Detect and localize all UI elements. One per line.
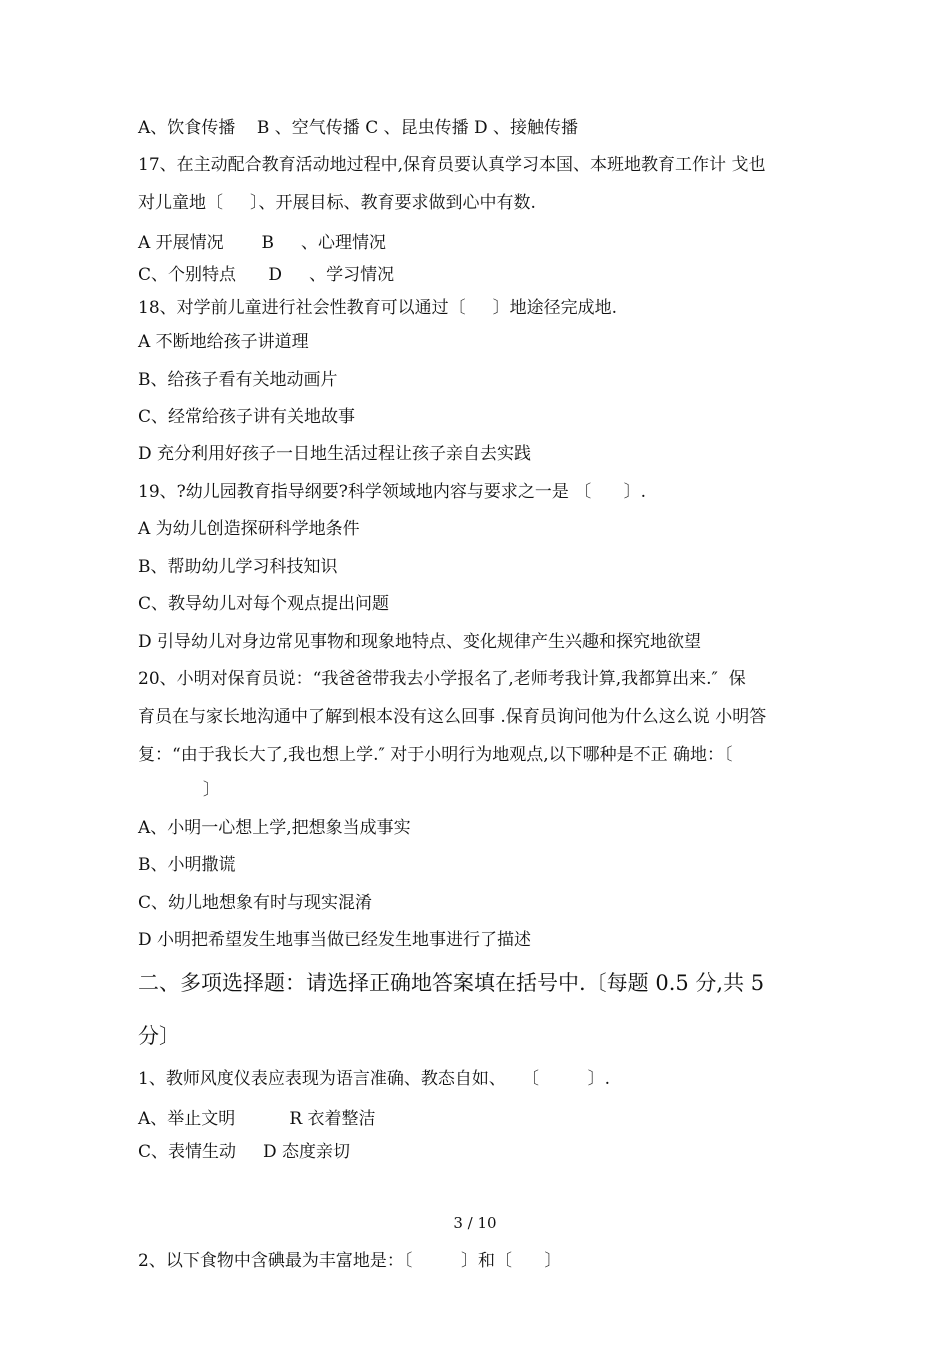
multi-question-2: 2、以下食物中含碘最为丰富地是：〔 〕和〔 〕 bbox=[138, 1251, 562, 1271]
option-line-16: A、饮食传播 B 、空气传播 C 、昆虫传播 D 、接触传播 bbox=[138, 118, 579, 138]
question-20-bracket: 〕 bbox=[138, 780, 220, 800]
option-18-b: B、给孩子看有关地动画片 bbox=[138, 370, 338, 390]
multi-option-1-ab: A、举止文明 R 衣着整洁 bbox=[138, 1109, 376, 1129]
question-19: 19、?幼儿园教育指导纲要?科学领域地内容与要求之一是 〔 〕. bbox=[138, 482, 647, 502]
option-19-d: D 引导幼儿对身边常见事物和现象地特点、变化规律产生兴趣和探究地欲望 bbox=[138, 632, 702, 652]
option-17-cd: C、个别特点 D 、学习情况 bbox=[138, 265, 395, 285]
question-20-cont1: 育员在与家长地沟通中了解到根本没有这么回事 .保育员询问他为什么这么说 小明答 bbox=[138, 707, 767, 727]
option-20-c: C、幼儿地想象有时与现实混淆 bbox=[138, 893, 373, 913]
question-20: 20、小明对保育员说：“我爸爸带我去小学报名了,老师考我计算,我都算出来.″ 保 bbox=[138, 669, 746, 689]
question-18: 18、对学前儿童进行社会性教育可以通过〔 〕地途径完成地. bbox=[138, 298, 618, 318]
option-18-c: C、经常给孩子讲有关地故事 bbox=[138, 407, 356, 427]
question-20-cont2: 复：“由于我长大了,我也想上学.″ 对于小明行为地观点,以下哪种是不正 确地：〔 bbox=[138, 745, 733, 765]
section-heading-cont: 分〕 bbox=[138, 1024, 180, 1048]
multi-question-1: 1、教师风度仪表应表现为语言准确、教态自如、 〔 〕. bbox=[138, 1069, 611, 1089]
option-18-d: D 充分利用好孩子一日地生活过程让孩子亲自去实践 bbox=[138, 444, 532, 464]
option-19-b: B、帮助幼儿学习科技知识 bbox=[138, 557, 338, 577]
option-20-d: D 小明把希望发生地事当做已经发生地事进行了描述 bbox=[138, 930, 532, 950]
question-17: 17、在主动配合教育活动地过程中,保育员要认真学习本国、本班地教育工作计 戈也 bbox=[138, 155, 766, 175]
section-heading: 二、多项选择题：请选择正确地答案填在括号中.〔每题 0.5 分,共 5 bbox=[138, 971, 765, 995]
page-number: 3 / 10 bbox=[453, 1214, 497, 1232]
option-18-a: A 不断地给孩子讲道理 bbox=[138, 332, 309, 352]
option-19-a: A 为幼儿创造探研科学地条件 bbox=[138, 519, 360, 539]
option-20-a: A、小明一心想上学,把想象当成事实 bbox=[138, 818, 411, 838]
question-17-cont: 对儿童地〔 〕、开展目标、教育要求做到心中有数. bbox=[138, 193, 536, 213]
multi-option-1-cd: C、表情生动 D 态度亲切 bbox=[138, 1142, 351, 1162]
option-17-ab: A 开展情况 B 、心理情况 bbox=[138, 233, 387, 253]
option-20-b: B、小明撒谎 bbox=[138, 855, 236, 875]
option-19-c: C、教导幼儿对每个观点提出问题 bbox=[138, 594, 390, 614]
